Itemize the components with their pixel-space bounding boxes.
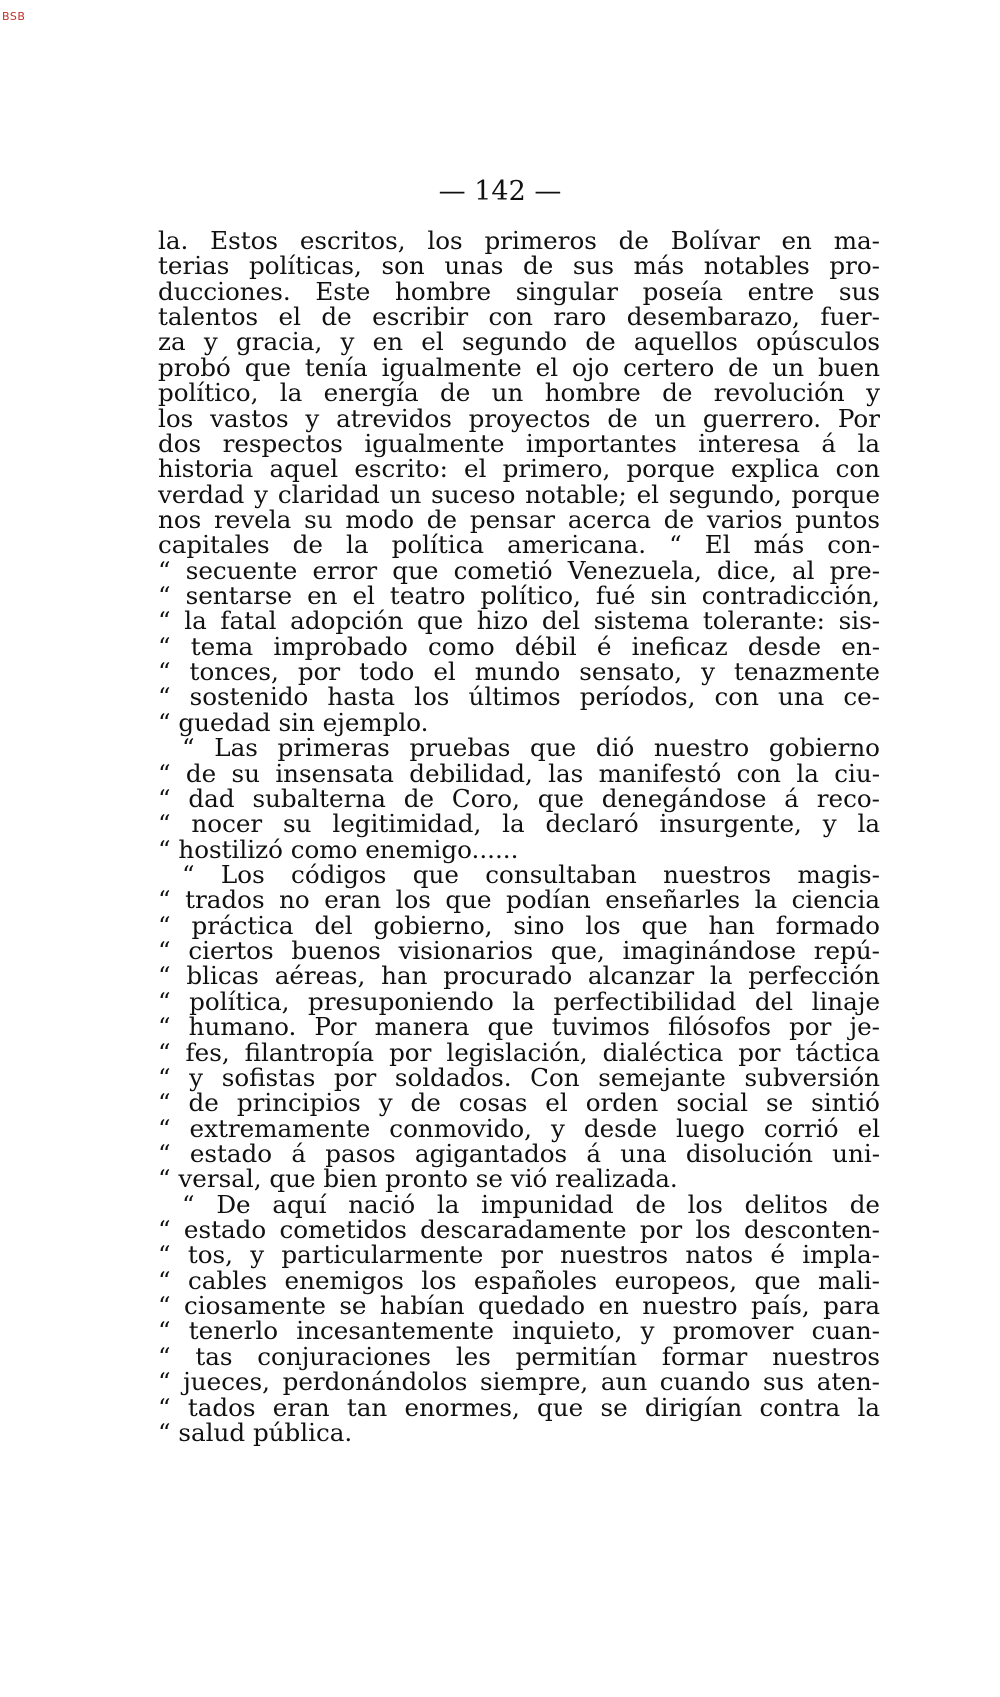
text-line: “ hostilizó como enemigo......: [158, 834, 519, 864]
text-line: “ tos, y particularmente por nuestros natos é impla-: [158, 1240, 880, 1270]
text-line: “ secuente error que cometió Venezuela, dice, al pre-: [158, 555, 880, 585]
text-line: “ fes, filantropía por legislación, dialéctica por táctica: [158, 1037, 880, 1067]
text-line: “ estado á pasos agigantados á una disolución uni-: [158, 1138, 880, 1168]
text-line: “ estado cometidos descaradamente por los desconten-: [158, 1215, 880, 1245]
text-line: “ la fatal adopción que hizo del sistema tolerante: sis-: [158, 606, 880, 636]
text-line: “ política, presuponiendo la perfectibilidad del linaje: [158, 986, 880, 1016]
text-line: historia aquel escrito: el primero, porque explica con: [158, 454, 880, 484]
text-line: la. Estos escritos, los primeros de Bolívar en ma-: [158, 226, 880, 255]
text-line: “ ciosamente se habían quedado en nuestro país, para: [158, 1291, 880, 1321]
text-line: dos respectos igualmente importantes interesa á la: [158, 428, 880, 458]
text-line: “ ciertos buenos visionarios que, imaginándose repú-: [158, 936, 880, 966]
text-line: verdad y claridad un suceso notable; el segundo, porque: [158, 479, 880, 509]
text-line: talentos el de escribir con raro desembarazo, fuer-: [158, 302, 880, 332]
body-text: [158, 228, 880, 1445]
text-line: “ cables enemigos los españoles europeos, que mali-: [158, 1265, 880, 1295]
text-line: za y gracia, y en el segundo de aquellos opúsculos: [158, 327, 880, 357]
text-line: “ práctica del gobierno, sino los que han formado: [158, 910, 880, 940]
text-line: “ jueces, perdonándolos siempre, aun cuando sus aten-: [158, 1367, 880, 1397]
text-line: terias políticas, son unas de sus más notables pro-: [158, 251, 880, 281]
text-line: “ dad subalterna de Coro, que denegándose á reco-: [158, 783, 880, 813]
text-line: “ versal, que bien pronto se vió realizada.: [158, 1164, 678, 1194]
text-line: “ salud pública.: [158, 1417, 353, 1447]
text-line: “ trados no eran los que podían enseñarles la ciencia: [158, 885, 880, 915]
text-line: político, la energía de un hombre de revolución y: [158, 378, 880, 408]
library-watermark: BSB: [2, 10, 26, 23]
text-line: “ humano. Por manera que tuvimos filósofos por je-: [158, 1012, 880, 1042]
text-line: “ sentarse en el teatro político, fué sin contradicción,: [158, 581, 880, 611]
text-line: “ tonces, por todo el mundo sensato, y tenazmente: [158, 657, 880, 687]
text-line: “ Las primeras pruebas que dió nuestro gobierno: [182, 733, 880, 763]
page-number: — 142 —: [438, 176, 562, 207]
text-line: “ y sofistas por soldados. Con semejante subversión: [158, 1062, 880, 1092]
text-line: “ tas conjuraciones les permitían formar nuestros: [158, 1341, 880, 1371]
text-line: nos revela su modo de pensar acerca de varios puntos: [158, 504, 880, 534]
text-line: “ extremamente conmovido, y desde luego corrió el: [158, 1113, 880, 1143]
text-line: “ de principios y de cosas el orden social se sintió: [158, 1088, 880, 1118]
text-line: “ blicas aéreas, han procurado alcanzar la perfección: [158, 961, 880, 991]
text-line: “ tenerlo incesantemente inquieto, y promover cuan-: [158, 1316, 880, 1346]
text-line: probó que tenía igualmente el ojo certero de un buen: [158, 352, 880, 382]
text-line: “ De aquí nació la impunidad de los delitos de: [182, 1189, 880, 1219]
text-line: los vastos y atrevidos proyectos de un guerrero. Por: [158, 403, 880, 433]
text-line: “ de su insensata debilidad, las manifestó con la ciu-: [158, 758, 880, 788]
text-line: capitales de la política americana. “ El más con-: [158, 530, 880, 560]
text-line: “ sostenido hasta los últimos períodos, con una ce-: [158, 682, 880, 712]
text-line: ducciones. Este hombre singular poseía entre sus: [158, 276, 880, 306]
text-line: “ tema improbado como débil é ineficaz desde en-: [158, 631, 880, 661]
text-line: “ Los códigos que consultaban nuestros magis-: [182, 859, 880, 889]
text-line: “ guedad sin ejemplo.: [158, 707, 429, 737]
text-line: “ tados eran tan enormes, que se dirigían contra la: [158, 1392, 880, 1422]
text-line: “ nocer su legitimidad, la declaró insurgente, y la: [158, 809, 880, 839]
